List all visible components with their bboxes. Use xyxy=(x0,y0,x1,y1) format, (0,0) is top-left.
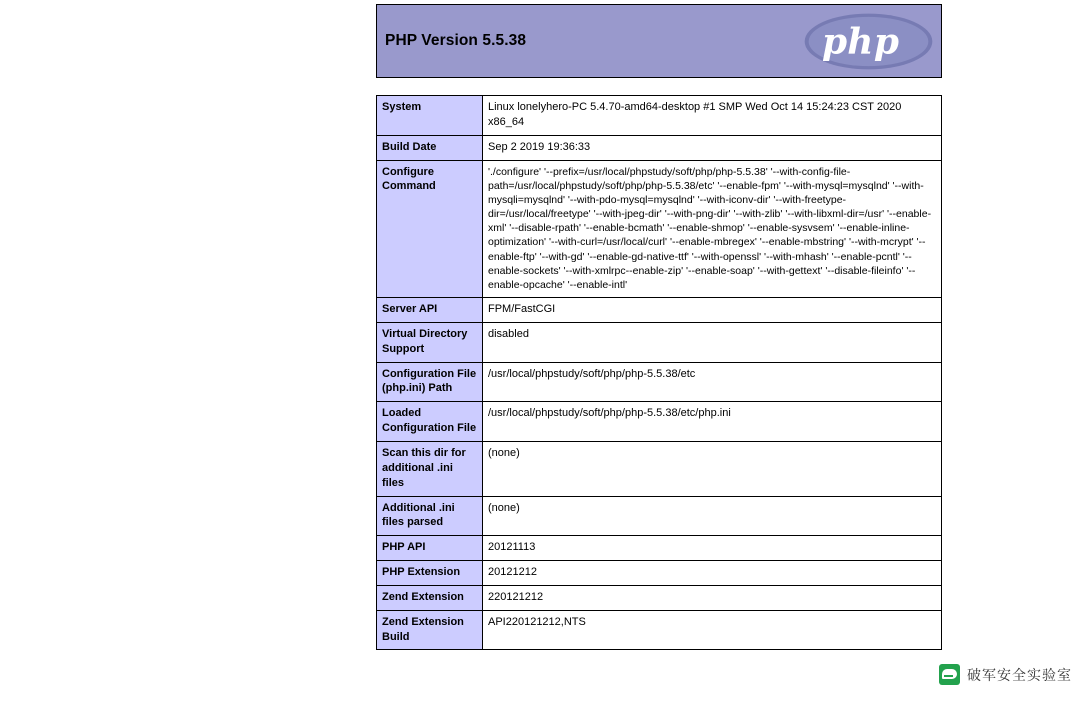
php-logo-icon xyxy=(802,8,935,75)
page-title: PHP Version 5.5.38 xyxy=(385,32,527,49)
row-key: Zend Extension Build xyxy=(377,610,483,650)
row-key: Virtual Directory Support xyxy=(377,322,483,362)
row-value: Sep 2 2019 19:36:33 xyxy=(483,135,942,160)
row-value: FPM/FastCGI xyxy=(483,298,942,323)
row-value: disabled xyxy=(483,322,942,362)
row-value: /usr/local/phpstudy/soft/php/php-5.5.38/etc/php.ini xyxy=(483,402,942,442)
row-value: (none) xyxy=(483,441,942,496)
row-value: 220121212 xyxy=(483,585,942,610)
phpinfo-document xyxy=(376,4,942,650)
svg-text:p: p xyxy=(821,19,848,62)
row-value: Linux lonelyhero-PC 5.4.70-amd64-desktop #1 SMP Wed Oct 14 15:24:23 CST 2020 x86_64 xyxy=(483,96,942,136)
watermark xyxy=(939,664,1072,685)
table-row xyxy=(377,135,942,160)
row-key: Additional .ini files parsed xyxy=(377,496,483,536)
table-row xyxy=(377,402,942,442)
row-value: './configure' '--prefix=/usr/local/phpstudy/soft/php/php-5.5.38' '--with-config-file-path=/usr/local/phpstudy/soft/php/php-5.5.38/etc' '--enable-fpm' '--with-mysql=mysqlnd' '--with-mysqli=mysqlnd' '--with-pdo-mysql=mysqlnd' '--with-iconv-dir' '--with-freetype-dir=/usr/local/freetype' '--with-jpeg-dir' '--with-png-dir' '--with-zlib' '--with-libxml-dir=/usr' '--enable-xml' '--disable-rpath' '--enable-bcmath' '--enable-shmop' '--enable-sysvsem' '--enable-inline-optimization' '--with-curl=/usr/local/curl' '--enable-mbregex' '--enable-mbstring' '--with-mcrypt' '--enable-ftp' '--with-gd' '--enable-gd-native-ttf' '--with-openssl' '--with-mhash' '--enable-pcntl' '--enable-sockets' '--with-xmlrpc--enable-zip' '--enable-soap' '--with-gettext' '--disable-fileinfo' '--enable-opcache' '--enable-intl' xyxy=(483,160,942,298)
svg-text:h: h xyxy=(847,19,874,62)
wechat-icon xyxy=(939,664,960,685)
row-key: Build Date xyxy=(377,135,483,160)
row-key: Zend Extension xyxy=(377,585,483,610)
row-key: Configuration File (php.ini) Path xyxy=(377,362,483,402)
table-row xyxy=(377,298,942,323)
table-row xyxy=(377,322,942,362)
php-header-banner xyxy=(376,4,942,78)
table-row xyxy=(377,96,942,136)
php-info-table xyxy=(376,95,942,650)
row-value: 20121113 xyxy=(483,536,942,561)
row-key: System xyxy=(377,96,483,136)
watermark-label: 破军安全实验室 xyxy=(967,667,1072,684)
row-value: /usr/local/phpstudy/soft/php/php-5.5.38/etc xyxy=(483,362,942,402)
row-key: Server API xyxy=(377,298,483,323)
table-row xyxy=(377,362,942,402)
row-key: Configure Command xyxy=(377,160,483,298)
table-row xyxy=(377,496,942,536)
table-row xyxy=(377,441,942,496)
table-row xyxy=(377,160,942,298)
row-key: PHP API xyxy=(377,536,483,561)
table-body xyxy=(377,96,942,650)
svg-text:p: p xyxy=(873,19,899,62)
table-row xyxy=(377,536,942,561)
row-value: API220121212,NTS xyxy=(483,610,942,650)
table-row xyxy=(377,585,942,610)
table-row xyxy=(377,610,942,650)
row-key: PHP Extension xyxy=(377,561,483,586)
row-value: (none) xyxy=(483,496,942,536)
table-row xyxy=(377,561,942,586)
row-key: Scan this dir for additional .ini files xyxy=(377,441,483,496)
row-key: Loaded Configuration File xyxy=(377,402,483,442)
row-value: 20121212 xyxy=(483,561,942,586)
